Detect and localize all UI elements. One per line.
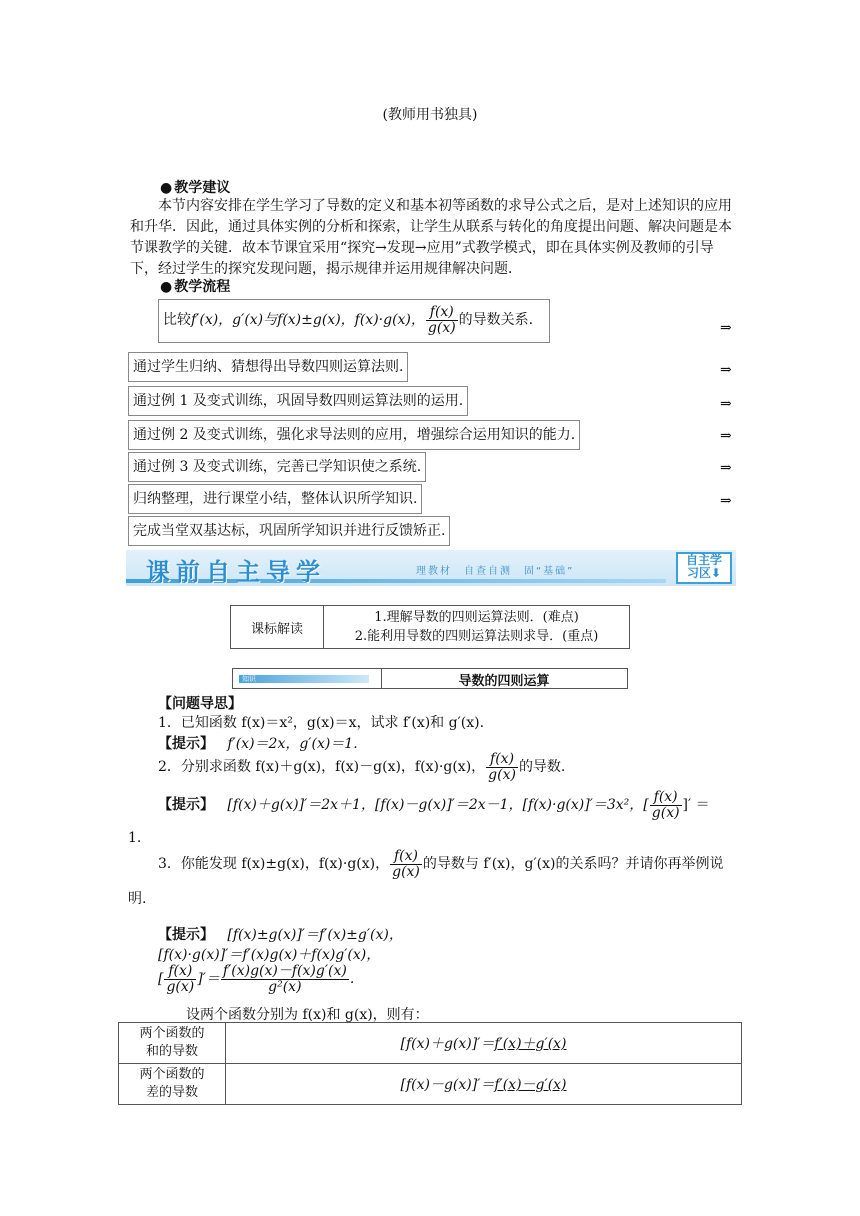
question-3-tail: 明. [128,891,147,907]
arrow-down-icon: ⬇ [710,566,722,580]
flow-arrow-icon: ⇒ [720,428,732,444]
teaching-suggest-text: 本节内容安排在学生学习了导数的定义和基本初等函数的求导公式之后，是对上述知识的应用和升华．因此，通过具体实例的分析和探索，让学生从联系与转化的角度提出问题、解决问题是本节课教学的关键．故本节课宜采用“探究→发现→应用”式教学模式，即在具体实例及教师的引导下，经过学生的探究发现问题，揭示规律并运用规律解决问题． [130,198,732,277]
badge-line2: 习区 [686,566,711,580]
question-3-post: 的导数与 f′(x)，g′(x)的关系吗？并请你再举例说 [422,856,724,873]
banner-title: 课前自主导学 [146,558,326,586]
self-study-badge[interactable] [676,552,732,584]
badge-line1: 自主学 [685,553,722,567]
flow-compare-post: 的导数关系. [458,312,534,328]
flow-arrow-icon: ⇒ [720,320,732,336]
standard-item: 1.理解导数的四则运算法则．(难点) [374,610,579,625]
standards-table [230,605,630,649]
rule-label: 两个函数的 和的导数 [119,1023,226,1064]
question-3 [158,849,723,879]
question-3-pre: 3．你能发现 f(x)±g(x)，f(x)·g(x)， [158,856,390,873]
standard-item: 2.能利用导数的四则运算法则求导．(重点) [354,629,599,644]
rule-formula: [f(x)＋g(x)]′＝f′(x)＋g′(x) [226,1023,742,1064]
section-banner [126,550,736,586]
question-1: 1．已知函数 f(x)＝x²，g(x)＝x，试求 f′(x)和 g′(x). [158,715,485,731]
teaching-flow-title: ● 教学流程 [160,276,230,296]
fraction-fg: $\frac{f(x)}{g(x)}$ [488,751,516,783]
hint-2 [158,790,710,820]
fraction-fg: $\frac{f(x)}{g(x)}$ [427,303,456,336]
flow-step: 通过学生归纳、猜想得出导数四则运算法则. [128,352,408,382]
hint-label: 【提示】 [158,797,214,814]
rule-label: 两个函数的 差的导数 [119,1064,226,1105]
hint-label: 【提示】 [158,927,214,943]
hint-1-text: f′(x)＝2x，g′(x)＝1. [227,736,358,752]
standards-label: 课标解读 [231,606,324,649]
hint-2-tail: 1. [128,830,142,846]
flow-step: 通过例 1 及变式训练，巩固导数四则运算法则的运用. [128,386,468,416]
table-row [119,1023,742,1064]
flow-step: 归纳整理，进行课堂小结，整体认识所学知识. [128,484,422,514]
knowledge-tag: 知识 [239,675,369,683]
question-header: 【问题导思】 [158,696,242,712]
rules-table [118,1022,742,1105]
flow-step: 通过例 2 及变式训练，强化求导法则的应用，增强综合运用知识的能力. [128,420,580,450]
knowledge-tag-area [233,669,382,688]
flow-arrow-icon: ⇒ [720,460,732,476]
table-row [119,1064,742,1105]
banner-subtitle: 理教材 自查自测 固“基础” [416,566,575,577]
setup-text: 设两个函数分别为 f(x)和 g(x)，则有： [186,1007,429,1023]
knowledge-title: 导数的四则运算 [458,674,550,689]
flow-arrow-icon: ⇒ [720,396,732,412]
flow-arrow-icon: ⇒ [720,362,732,378]
knowledge-bar [232,668,628,689]
flow-compare-mid: f′(x)，g′(x)与f(x)±g(x)，f(x)·g(x)， [191,312,425,328]
flow-compare-pre: 比较 [163,312,191,328]
fraction-fg: $\frac{f(x)}{g(x)}$ [392,848,420,880]
question-2-post: 的导数. [518,759,566,776]
hint-2-pre: [f(x)＋g(x)]′＝2x＋1，[f(x)－g(x)]′＝2x－1，[f(x)·g(x)]′＝3x²，[ [227,797,649,814]
hint-3-line2: [f(x)·g(x)]′＝f′(x)g(x)＋f(x)g′(x)， [158,947,381,963]
question-2-pre: 2．分别求函数 f(x)＋g(x)，f(x)－g(x)，f(x)·g(x)， [158,759,486,776]
quotient-rule-fraction: $\frac{f'(x)g(x)-f(x)g'(x)}{\text{g²(x)}}$ [222,963,347,995]
teaching-suggest-title: ● 教学建议 [160,177,230,197]
flow-step: 通过例 3 及变式训练，完善已学知识使之系统. [128,452,426,482]
header-note: (教师用书独具) [382,107,478,123]
standards-items [324,606,630,649]
hint-label: 【提示】 [158,736,214,752]
flow-step-compare [158,299,550,343]
flow-arrow-icon: ⇒ [720,493,732,509]
question-2 [158,752,565,782]
hint-1 [158,733,358,753]
flow-step: 完成当堂双基达标，巩固所学知识并进行反馈矫正. [128,516,450,546]
fraction-fg: $\frac{f(x)}{g(x)}$ [166,963,195,995]
fraction-fg: $\frac{f(x)}{g(x)}$ [651,789,680,821]
hint-3-line1: 【提示】 [f(x)±g(x)]′＝f′(x)±g′(x)， [158,927,403,943]
rule-formula: [f(x)－g(x)]′＝f′(x)－g′(x) [226,1064,742,1105]
hint-3-line3: [ $\frac{f(x)}{g(x)}$ ]′＝ $\frac{f'(x)g(x)-f(x)g'(x)}{\text{g²(x)}}$ . [158,963,355,995]
hint-2-post: ]′ ＝ [682,797,710,814]
